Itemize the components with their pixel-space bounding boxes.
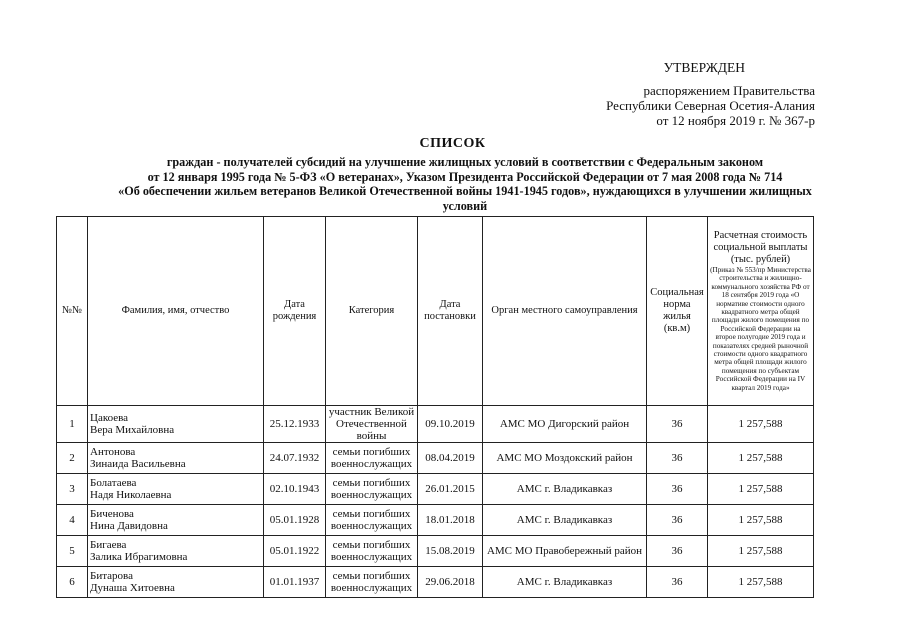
header-housing-norm: Социальная норма жилья (кв.м) — [647, 217, 708, 406]
approval-block — [600, 60, 815, 128]
row-payment-cost: 1 257,588 — [708, 536, 814, 567]
row-local-authority: АМС г. Владикавказ — [483, 567, 647, 598]
row-housing-norm: 36 — [647, 443, 708, 474]
document-title: СПИСОК — [419, 136, 486, 151]
row-full-name — [88, 443, 264, 474]
row-housing-norm: 36 — [647, 567, 708, 598]
row-local-authority: АМС г. Владикавказ — [483, 505, 647, 536]
table-row — [57, 567, 814, 598]
row-category: семьи погибших военнослужащих — [326, 474, 418, 505]
row-registration-date: 09.10.2019 — [418, 406, 483, 443]
row-registration-date: 29.06.2018 — [418, 567, 483, 598]
subtitle-line: условий — [442, 198, 488, 213]
table-row — [57, 474, 814, 505]
header-name: Фамилия, имя, отчество — [88, 217, 264, 406]
row-payment-cost: 1 257,588 — [708, 567, 814, 598]
approval-line: Республики Северная Осетия-Алания — [606, 98, 815, 113]
row-category: семьи погибших военнослужащих — [326, 567, 418, 598]
table-row — [57, 536, 814, 567]
row-surname: Битарова — [90, 570, 133, 582]
subtitle-line: граждан - получателей субсидий на улучшение жилищных условий в соответствии с Федеральным законом — [166, 155, 764, 169]
row-given-names: Нина Давидовна — [90, 520, 168, 532]
row-number: 1 — [57, 406, 88, 443]
subtitle-line: «Об обеспечении жильем ветеранов Великой Отечественной войны 1941-1945 годов», нуждающихся в улучшении жилищных — [118, 184, 812, 198]
row-surname: Цакоева — [90, 412, 129, 424]
document-subtitle — [70, 155, 860, 213]
header-category: Категория — [326, 217, 418, 406]
row-full-name — [88, 567, 264, 598]
header-local-authority: Орган местного самоуправления — [483, 217, 647, 406]
row-local-authority: АМС г. Владикавказ — [483, 474, 647, 505]
row-given-names: Залика Ибрагимовна — [90, 551, 188, 563]
row-surname: Антонова — [90, 446, 136, 458]
row-birth-date: 24.07.1932 — [264, 443, 326, 474]
row-category: семьи погибших военнослужащих — [326, 443, 418, 474]
row-number: 2 — [57, 443, 88, 474]
approval-heading: УТВЕРЖДЕН — [663, 60, 745, 75]
row-registration-date: 18.01.2018 — [418, 505, 483, 536]
table-header-row — [57, 217, 814, 406]
recipients-table — [56, 216, 814, 598]
row-local-authority: АМС МО Правобережный район — [483, 536, 647, 567]
row-local-authority: АМС МО Дигорский район — [483, 406, 647, 443]
subtitle-line: от 12 января 1995 года № 5-ФЗ «О ветеранах», Указом Президента Российской Федерации от 7 мая 2008 года № 714 — [147, 169, 783, 184]
row-birth-date: 02.10.1943 — [264, 474, 326, 505]
row-birth-date: 05.01.1928 — [264, 505, 326, 536]
row-full-name — [88, 536, 264, 567]
row-category: семьи погибших военнослужащих — [326, 536, 418, 567]
row-birth-date: 05.01.1922 — [264, 536, 326, 567]
header-registration-date: Дата постановки — [418, 217, 483, 406]
row-given-names: Вера Михайловна — [90, 424, 175, 436]
row-payment-cost: 1 257,588 — [708, 443, 814, 474]
row-housing-norm: 36 — [647, 536, 708, 567]
approval-line: распоряжением Правительства — [643, 83, 815, 98]
row-surname: Бигаева — [90, 539, 127, 551]
table-row — [57, 505, 814, 536]
row-registration-date: 26.01.2015 — [418, 474, 483, 505]
header-payment-cost — [708, 217, 814, 406]
row-payment-cost: 1 257,588 — [708, 406, 814, 443]
row-full-name — [88, 505, 264, 536]
row-given-names: Зинаида Васильевна — [90, 458, 186, 470]
header-payment-cost-note: (Приказ № 553/пр Министерства строительства и жилищно-коммунального хозяйства РФ от 18 сентября 2019 года «О нормативе стоимости одного квадратного метра общей площади жилого помещения по Российской Федерации на второе полугодие 2019 года и показателях средней рыночной стоимости одного квадратного метра общей площади жилого помещения по субъектам Российской Федерации на IV квартал 2019 года» — [710, 265, 811, 392]
table-row — [57, 406, 814, 443]
row-payment-cost: 1 257,588 — [708, 505, 814, 536]
row-full-name — [88, 474, 264, 505]
row-full-name — [88, 406, 264, 443]
row-housing-norm: 36 — [647, 406, 708, 443]
row-housing-norm: 36 — [647, 505, 708, 536]
table-row — [57, 443, 814, 474]
row-registration-date: 08.04.2019 — [418, 443, 483, 474]
header-payment-cost-main: Расчетная стоимость социальной выплаты (тыс. рублей) — [713, 229, 808, 265]
row-given-names: Надя Николаевна — [90, 489, 172, 501]
row-local-authority: АМС МО Моздокский район — [483, 443, 647, 474]
row-payment-cost: 1 257,588 — [708, 474, 814, 505]
row-category: семьи погибших военнослужащих — [326, 505, 418, 536]
approval-line: от 12 ноября 2019 г. № 367-р — [656, 113, 815, 128]
row-surname: Биченова — [90, 508, 134, 520]
row-number: 5 — [57, 536, 88, 567]
row-housing-norm: 36 — [647, 474, 708, 505]
row-registration-date: 15.08.2019 — [418, 536, 483, 567]
row-number: 4 — [57, 505, 88, 536]
row-surname: Болатаева — [90, 477, 137, 489]
header-number: №№ — [57, 217, 88, 406]
row-birth-date: 25.12.1933 — [264, 406, 326, 443]
row-birth-date: 01.01.1937 — [264, 567, 326, 598]
row-number: 6 — [57, 567, 88, 598]
row-number: 3 — [57, 474, 88, 505]
row-category: участник Великой Отечественной войны — [326, 406, 418, 443]
row-given-names: Дунаша Хитоевна — [90, 582, 175, 594]
header-birth-date: Дата рождения — [264, 217, 326, 406]
